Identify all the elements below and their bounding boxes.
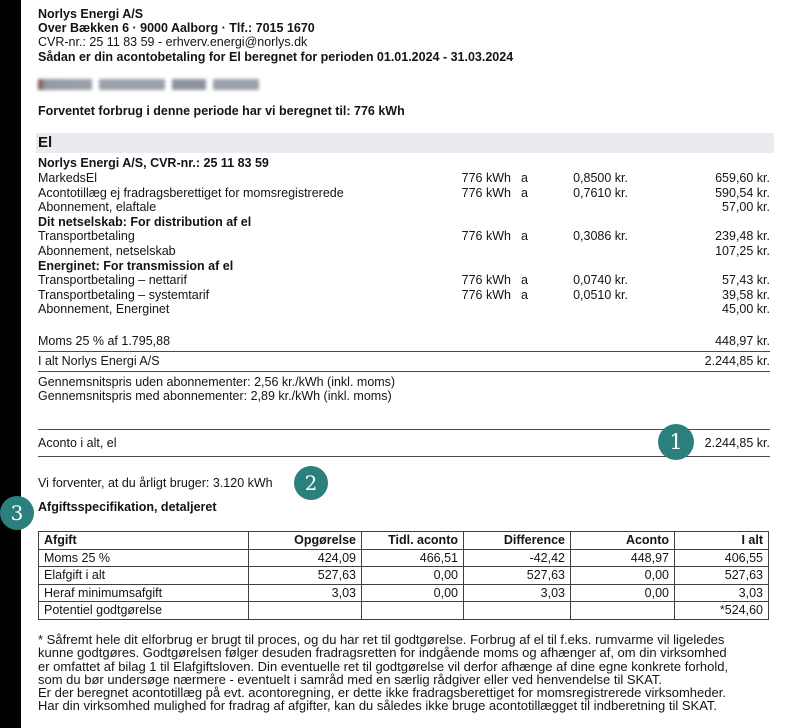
- tax-cell: [571, 602, 675, 620]
- item-label: Transportbetaling – systemtarif: [38, 287, 210, 302]
- tax-section-title: Afgiftsspecifikation, detaljeret: [38, 500, 217, 514]
- vat-total-row: [38, 334, 770, 352]
- footnote-line: er omfattet af bilag 1 til Elafgiftsloven. Din eventuelle ret til godtgørelse vil derfor afhænge af dine egne konkrete forhold,: [38, 658, 729, 674]
- item-rate: [538, 244, 628, 259]
- el-line-item: [38, 171, 770, 186]
- tax-cell: -42,42: [464, 549, 571, 567]
- tax-table-row: [39, 602, 769, 620]
- subject-line: Sådan er din acontobetaling for El beregnet for perioden 01.01.2024 - 31.03.2024: [38, 49, 514, 64]
- item-qty: 776 kWh: [461, 185, 511, 200]
- supplier-line: Norlys Energi A/S, CVR-nr.: 25 11 83 59: [38, 156, 269, 170]
- tax-col-header: Afgift: [39, 532, 249, 550]
- item-per: a: [521, 171, 528, 185]
- tax-cell: 406,55: [675, 549, 769, 567]
- item-qty: 776 kWh: [461, 287, 511, 302]
- item-per: [511, 244, 538, 259]
- item-rate: [538, 215, 628, 230]
- vat-total-amount: 448,97 kr.: [715, 334, 770, 348]
- item-per: a: [521, 287, 528, 302]
- sender-cvr-email: CVR-nr.: 25 11 83 59 - erhverv.energi@norlys.dk: [38, 35, 308, 50]
- tax-cell: 0,00: [571, 567, 675, 585]
- footnote-block: [38, 633, 786, 713]
- item-per: a: [521, 229, 528, 244]
- el-line-item: [38, 288, 770, 303]
- tax-cell: 3,03: [464, 584, 571, 602]
- tax-cell: *524,60: [675, 602, 769, 620]
- footnote-line: Er der beregnet acontotillæg på evt. acontoregning, er dette ikke fradragsberettiget for momsregistrerede virksomheder.: [38, 685, 726, 701]
- tax-cell: [362, 602, 464, 620]
- item-amount: 590,54 kr.: [715, 185, 770, 200]
- el-line-item: [38, 244, 770, 259]
- avg-price-with-line: Gennemsnitspris med abonnementer: 2,89 kr./kWh (inkl. moms): [38, 389, 392, 403]
- el-line-item: [38, 273, 770, 288]
- tax-cell: Potentiel godtgørelse: [39, 602, 249, 620]
- tax-cell: 0,00: [362, 584, 464, 602]
- tax-col-header: Difference: [464, 532, 571, 550]
- item-rate: 0,0740 kr.: [573, 273, 628, 288]
- letterhead: [38, 7, 513, 64]
- item-qty: 776 kWh: [461, 171, 511, 185]
- tax-cell: 3,03: [675, 584, 769, 602]
- item-label: MarkedsEl: [38, 171, 98, 185]
- item-qty: 776 kWh: [461, 273, 511, 288]
- tax-col-header: I alt: [675, 532, 769, 550]
- item-amount: 659,60 kr.: [715, 171, 770, 185]
- item-rate: 0,8500 kr.: [573, 171, 628, 185]
- el-line-item: [38, 229, 770, 244]
- item-per: a: [521, 185, 528, 200]
- item-label: Abonnement, elaftale: [38, 200, 157, 215]
- tax-cell: 527,63: [464, 567, 571, 585]
- tax-cell: 466,51: [362, 549, 464, 567]
- item-qty: 776 kWh: [461, 229, 511, 244]
- item-per: [511, 302, 538, 317]
- tax-table-row: [39, 584, 769, 602]
- item-amount: 239,48 kr.: [715, 229, 770, 244]
- tax-cell: [249, 602, 362, 620]
- item-per: [511, 215, 538, 230]
- tax-cell: [464, 602, 571, 620]
- totals-block: [38, 334, 770, 403]
- tax-cell: Moms 25 %: [39, 549, 249, 567]
- tax-cell: 527,63: [249, 567, 362, 585]
- aconto-total-label: Aconto i alt, el: [38, 436, 117, 450]
- tax-table-row: [39, 549, 769, 567]
- el-line-item: [38, 259, 770, 274]
- item-qty: [418, 200, 511, 215]
- item-qty: [418, 302, 511, 317]
- item-rate: [538, 200, 628, 215]
- expected-usage-line: Forventet forbrug i denne periode har vi beregnet til: 776 kWh: [38, 104, 405, 118]
- item-qty: [418, 259, 511, 274]
- item-qty: [418, 244, 511, 259]
- footnote-line: som du bør undersøge nærmere - eventuelt i samråd med en særlig rådgiver eller ved henvendelse til SKAT.: [38, 671, 663, 687]
- annual-usage-line: Vi forventer, at du årligt bruger: 3.120 kWh: [38, 476, 273, 490]
- aconto-total-amount: 2.244,85 kr.: [704, 436, 770, 450]
- vat-total-label: Moms 25 % af 1.795,88: [38, 334, 171, 348]
- item-amount: 57,00 kr.: [722, 200, 770, 215]
- el-line-items: [38, 171, 770, 317]
- item-label: Abonnement, netselskab: [38, 243, 176, 258]
- redacted-word: [99, 79, 165, 90]
- tax-cell: 3,03: [249, 584, 362, 602]
- item-label: Abonnement, Energinet: [38, 302, 170, 317]
- item-amount: 45,00 kr.: [722, 302, 770, 317]
- callout-2-badge: 2: [294, 466, 328, 500]
- item-label: Transportbetaling: [38, 229, 135, 244]
- tax-cell: 424,09: [249, 549, 362, 567]
- redacted-word: [38, 79, 92, 90]
- item-label: Transportbetaling – nettarif: [38, 273, 187, 288]
- item-rate: 0,0510 kr.: [573, 287, 628, 302]
- tax-col-header: Tidl. aconto: [362, 532, 464, 550]
- supplier-total-amount: 2.244,85 kr.: [704, 354, 770, 368]
- tax-cell: 0,00: [571, 584, 675, 602]
- supplier-total-row: [38, 352, 770, 372]
- item-rate: [538, 259, 628, 274]
- tax-cell: Elafgift i alt: [39, 567, 249, 585]
- el-line-item: [38, 186, 770, 201]
- sender-address: Over Bækken 6 · 9000 Aalborg · Tlf.: 7015 1670: [38, 21, 315, 36]
- footnote-line: kunne godtgøres. Godtgørelsen følger desuden fradragsretten for indgående moms og afhænger af, om din virksomhed: [38, 645, 727, 661]
- el-line-item: [38, 215, 770, 230]
- el-line-item: [38, 302, 770, 317]
- footnote-line: Har din virksomhed mulighed for fradrag af afgifter, kan du således ikke bruge acontotillægget til indberetning til SKAT.: [38, 698, 718, 714]
- item-per: [511, 259, 538, 274]
- sender-name: Norlys Energi A/S: [38, 7, 144, 21]
- callout-3-badge: 3: [0, 496, 34, 530]
- callout-1-badge: 1: [658, 424, 694, 460]
- item-label: Dit netselskab: For distribution af el: [38, 214, 252, 229]
- item-amount: [628, 215, 770, 230]
- redacted-recipient-line: [38, 79, 259, 90]
- item-amount: 107,25 kr.: [715, 243, 770, 258]
- item-label: Acontotillæg ej fradragsberettiget for momsregistrerede: [38, 185, 344, 200]
- window-edge-strip: [0, 0, 21, 728]
- item-amount: [628, 259, 770, 274]
- footnote-line: * Såfremt hele dit elforbrug er brugt til proces, og du har ret til godtgørelse. Forbrug af el til f.eks. rumvarme vil ligeledes: [38, 632, 725, 647]
- el-line-item: [38, 200, 770, 215]
- item-label: Energinet: For transmission af el: [38, 258, 234, 273]
- item-per: [511, 200, 538, 215]
- tax-specification-table: [38, 531, 769, 620]
- el-section-header: El: [36, 133, 774, 153]
- tax-cell: 0,00: [362, 567, 464, 585]
- redacted-word: [172, 79, 206, 90]
- tax-table-row: [39, 567, 769, 585]
- item-rate: [538, 302, 628, 317]
- tax-cell: Heraf minimumsafgift: [39, 584, 249, 602]
- item-qty: [418, 215, 511, 230]
- item-amount: 57,43 kr.: [722, 273, 770, 288]
- tax-cell: 527,63: [675, 567, 769, 585]
- item-rate: 0,3086 kr.: [573, 229, 628, 244]
- supplier-total-label: I alt Norlys Energi A/S: [38, 354, 160, 368]
- tax-cell: 448,97: [571, 549, 675, 567]
- item-amount: 39,58 kr.: [722, 287, 770, 302]
- item-per: a: [521, 273, 528, 288]
- tax-col-header: Opgørelse: [249, 532, 362, 550]
- tax-table-header-row: [39, 532, 769, 550]
- tax-col-header: Aconto: [571, 532, 675, 550]
- item-rate: 0,7610 kr.: [573, 185, 628, 200]
- redacted-word: [213, 79, 259, 90]
- avg-price-without-line: Gennemsnitspris uden abonnementer: 2,56 kr./kWh (inkl. moms): [38, 375, 396, 389]
